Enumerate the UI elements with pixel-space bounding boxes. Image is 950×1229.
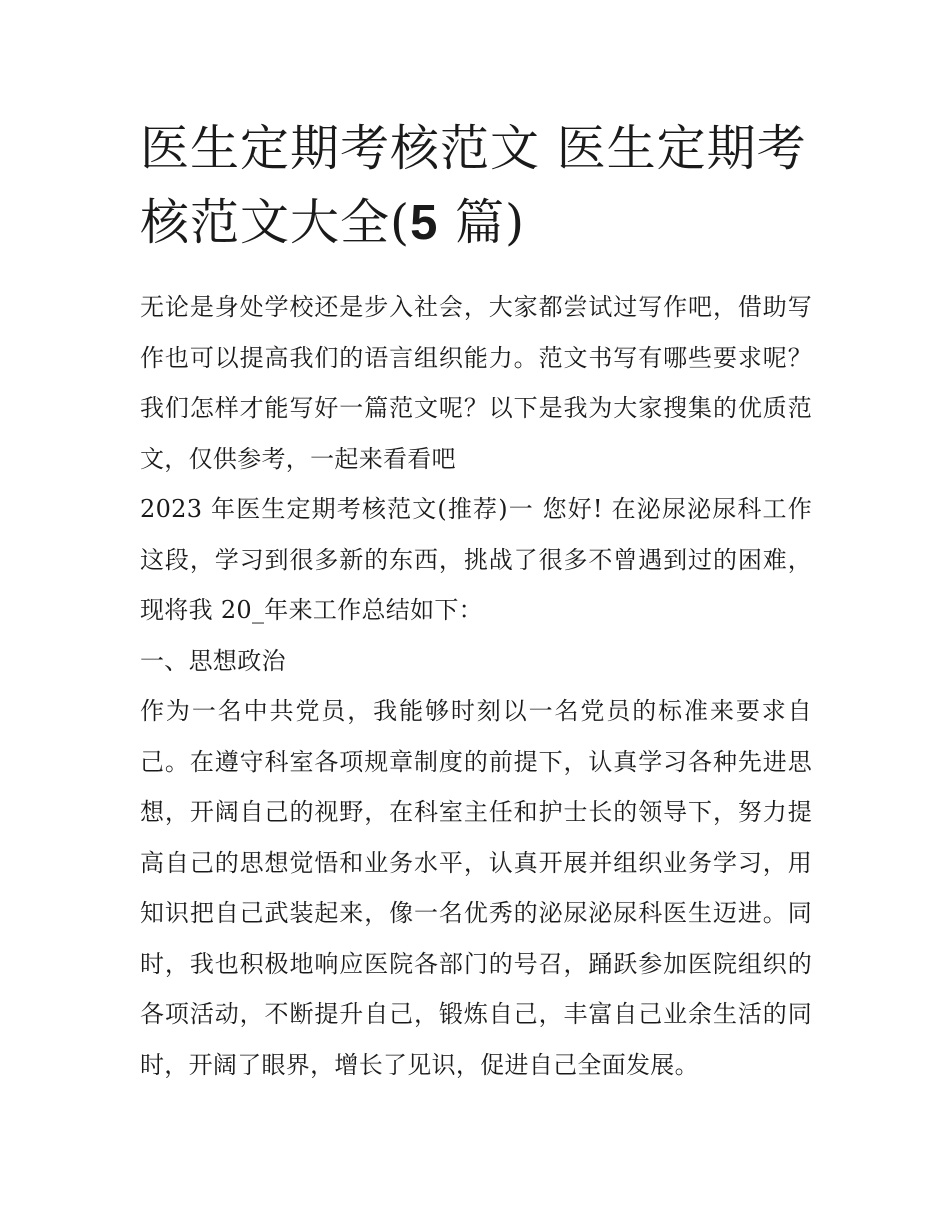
body-paragraph: 作为一名中共党员，我能够时刻以一名党员的标准来要求自己。在遵守科室各项规章制度的前提下，认真学习各种先进思想，开阔自己的视野，在科室主任和护士长的领导下，努力提高自己的思想觉悟和业务水平，认真开展并组织业务学习，用知识把自己武装起来，像一名优秀的泌尿泌尿科医生迈进。同时，我也积极地响应医院各部门的号召，踊跃参加医院组织的各项活动，不断提升自己，锻炼自己，丰富自己业余生活的同时，开阔了眼界，增长了见识，促进自己全面发展。 <box>140 697 812 1079</box>
section-heading: 一、思想政治 <box>140 646 286 675</box>
title-tail: 篇) <box>438 194 526 251</box>
title-number: 5 <box>410 196 439 250</box>
intro-paragraph: 无论是身处学校还是步入社会，大家都尝试过写作吧，借助写作也可以提高我们的语言组织能力。范文书写有哪些要求呢？我们怎样才能写好一篇范文呢？以下是我为大家搜集的优质范文，仅供参考，一起来看看吧 <box>140 293 812 473</box>
document-page <box>140 112 812 1090</box>
opening-paragraph: 2023 年医生定期考核范文(推荐)一 您好! 在泌尿泌尿科工作这段，学习到很多新的东西，挑战了很多不曾遇到过的困难，现将我 20_年来工作总结如下： <box>140 495 812 624</box>
document-title <box>140 112 812 260</box>
title-main: 医生定期考核范文 医生定期考核范文大全( <box>140 120 807 251</box>
